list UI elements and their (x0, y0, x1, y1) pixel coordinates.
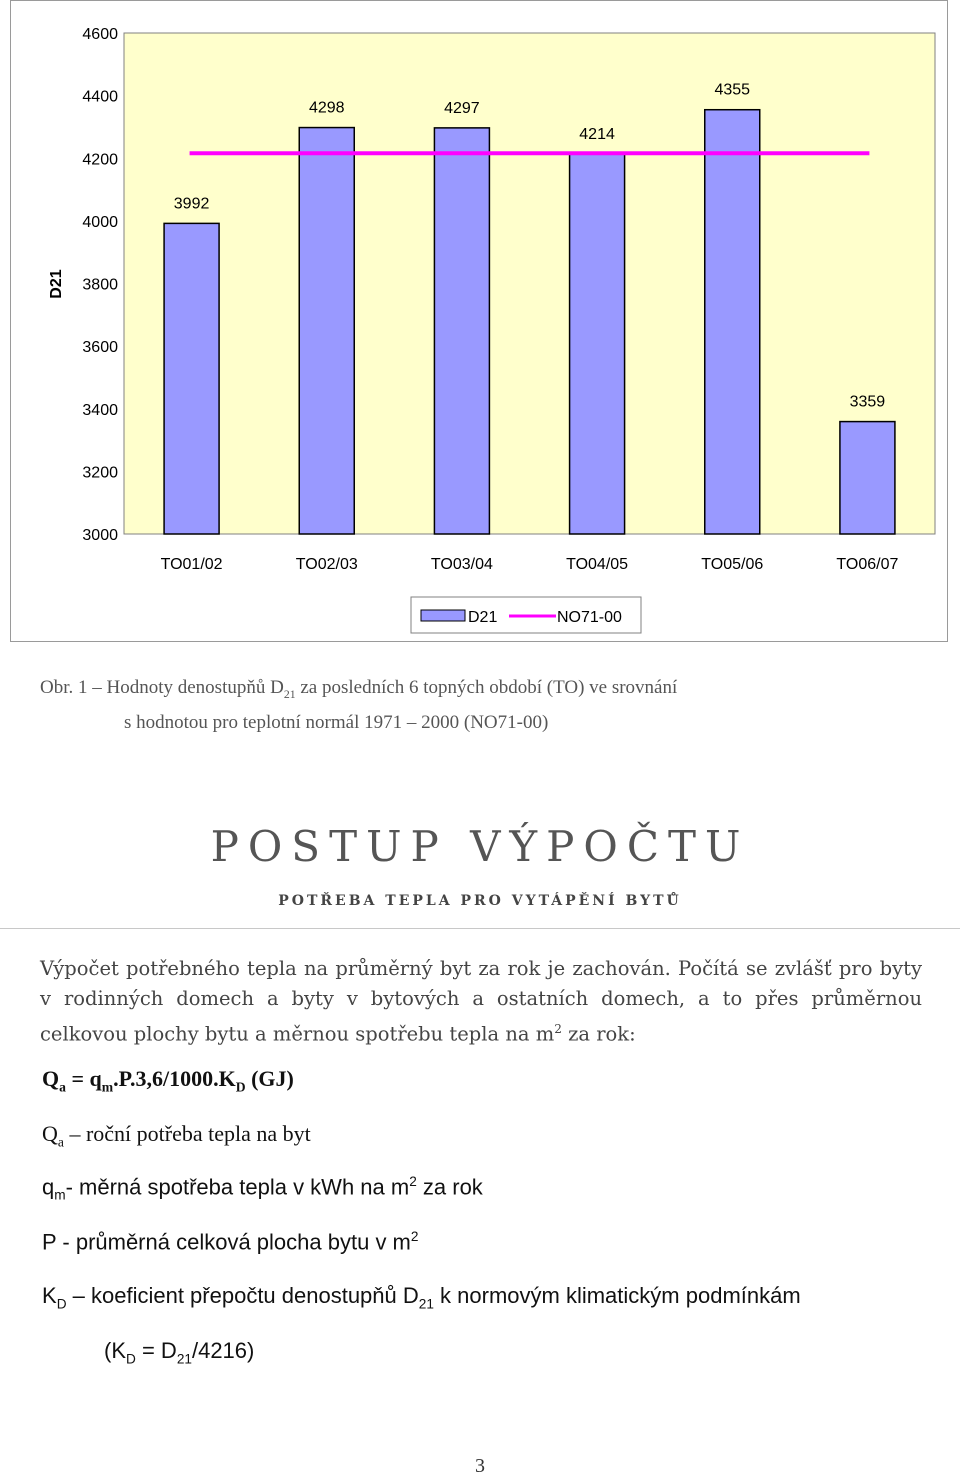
page-number: 3 (475, 1455, 485, 1477)
def-symbol: K (42, 1283, 57, 1308)
data-label: 4297 (444, 99, 480, 117)
def-sup: 2 (409, 1174, 417, 1189)
bar (570, 154, 625, 534)
bar (434, 128, 489, 534)
caption-sub: 21 (283, 687, 296, 701)
def-text: P - průměrná celková plocha bytu v m (42, 1229, 411, 1255)
def-sup: 2 (410, 1229, 419, 1244)
chart-frame (10, 0, 948, 642)
y-tick-label: 3800 (82, 276, 118, 294)
legend-swatch-bar (421, 610, 465, 621)
def-sub2: 21 (176, 1351, 192, 1367)
formula-end: (GJ) (245, 1066, 294, 1091)
figure-caption (40, 674, 920, 737)
y-axis-label: D21 (48, 269, 65, 299)
paragraph-tail: za rok: (561, 1022, 636, 1046)
def-tail: /4216) (191, 1338, 255, 1363)
data-label: 3359 (849, 393, 886, 411)
y-tick-label: 4000 (82, 213, 118, 231)
x-tick-label: TO01/02 (160, 556, 223, 573)
def-sub2: 21 (418, 1296, 434, 1312)
def-sub: a (57, 1134, 64, 1150)
formula-eq: = q (65, 1066, 102, 1091)
formula (42, 1066, 294, 1095)
def-symbol: q (42, 1174, 55, 1200)
paragraph-sup: 2 (554, 1022, 562, 1036)
paragraph-text: Výpočet potřebného tepla na průměrný byt za rok je zachován. Počítá se zvlášť pro byty v rodinných domech a byty v bytových a ostatních domech, a to přes průměrnou celkovou plochy bytu a měrnou spotřebu tepla na m (40, 957, 922, 1046)
y-tick-label: 4600 (82, 26, 118, 43)
def-sub: m (54, 1187, 66, 1203)
data-label: 3992 (173, 195, 210, 213)
bar (299, 128, 354, 534)
section-divider (0, 928, 960, 929)
x-tick-label: TO02/03 (295, 556, 358, 573)
y-tick-label: 3200 (82, 464, 118, 482)
body-paragraph (40, 954, 922, 1050)
def-text: - měrná spotřeba tepla v kWh na m (65, 1174, 410, 1200)
y-tick-label: 3400 (82, 401, 118, 419)
def-mid: = D (135, 1338, 177, 1363)
caption-prefix: Obr. 1 – Hodnoty denostupňů D (40, 677, 284, 698)
def-open: (K (104, 1338, 126, 1363)
formula-kd-sub: D (235, 1079, 246, 1095)
formula-mid: .P.3,6/1000.K (113, 1066, 236, 1091)
def-symbol: Q (42, 1121, 58, 1146)
x-tick-label: TO04/05 (566, 556, 629, 573)
bar-chart (11, 1, 947, 641)
y-tick-label: 3600 (82, 339, 118, 357)
definition-p (42, 1229, 418, 1255)
data-label: 4214 (579, 125, 615, 143)
def-tail: k normovým klimatickým podmínkám (433, 1283, 801, 1308)
caption-line1-rest: za posledních 6 topných období (TO) ve srovnání (295, 677, 678, 698)
formula-qm-sub: m (101, 1079, 114, 1095)
caption-line2: s hodnotou pro teplotní normál 1971 – 2000 (NO71-00) (124, 711, 549, 733)
data-label: 4298 (308, 99, 345, 117)
y-tick-label: 4200 (82, 151, 118, 169)
plot-area (124, 33, 935, 534)
x-tick-label: TO06/07 (836, 556, 899, 573)
def-text: – roční potřeba tepla na byt (63, 1121, 311, 1146)
def-text: – koeficient přepočtu denostupňů D (66, 1283, 419, 1308)
bar (164, 223, 219, 534)
bar (840, 422, 895, 534)
x-tick-label: TO05/06 (701, 556, 764, 573)
section-title: POSTUP VÝPOČTU (210, 822, 750, 871)
formula-q-sub: a (59, 1079, 66, 1095)
section-subtitle: POTŘEBA TEPLA PRO VYTÁPĚNÍ BYTŮ (278, 893, 682, 909)
definition-kd-formula (104, 1338, 254, 1366)
y-tick-label: 4400 (82, 88, 118, 106)
legend-label: NO71-00 (557, 609, 622, 626)
bar (705, 110, 760, 534)
x-tick-label: TO03/04 (430, 556, 493, 573)
y-tick-label: 3000 (82, 527, 118, 544)
definition-qm (42, 1174, 483, 1203)
def-tail: za rok (416, 1174, 483, 1200)
def-sub: D (126, 1351, 136, 1367)
data-label: 4355 (714, 81, 751, 99)
legend-label: D21 (468, 609, 498, 626)
def-sub: D (56, 1296, 67, 1312)
definition-kd (42, 1283, 801, 1311)
formula-q: Q (42, 1066, 60, 1091)
definition-qa (42, 1121, 311, 1150)
